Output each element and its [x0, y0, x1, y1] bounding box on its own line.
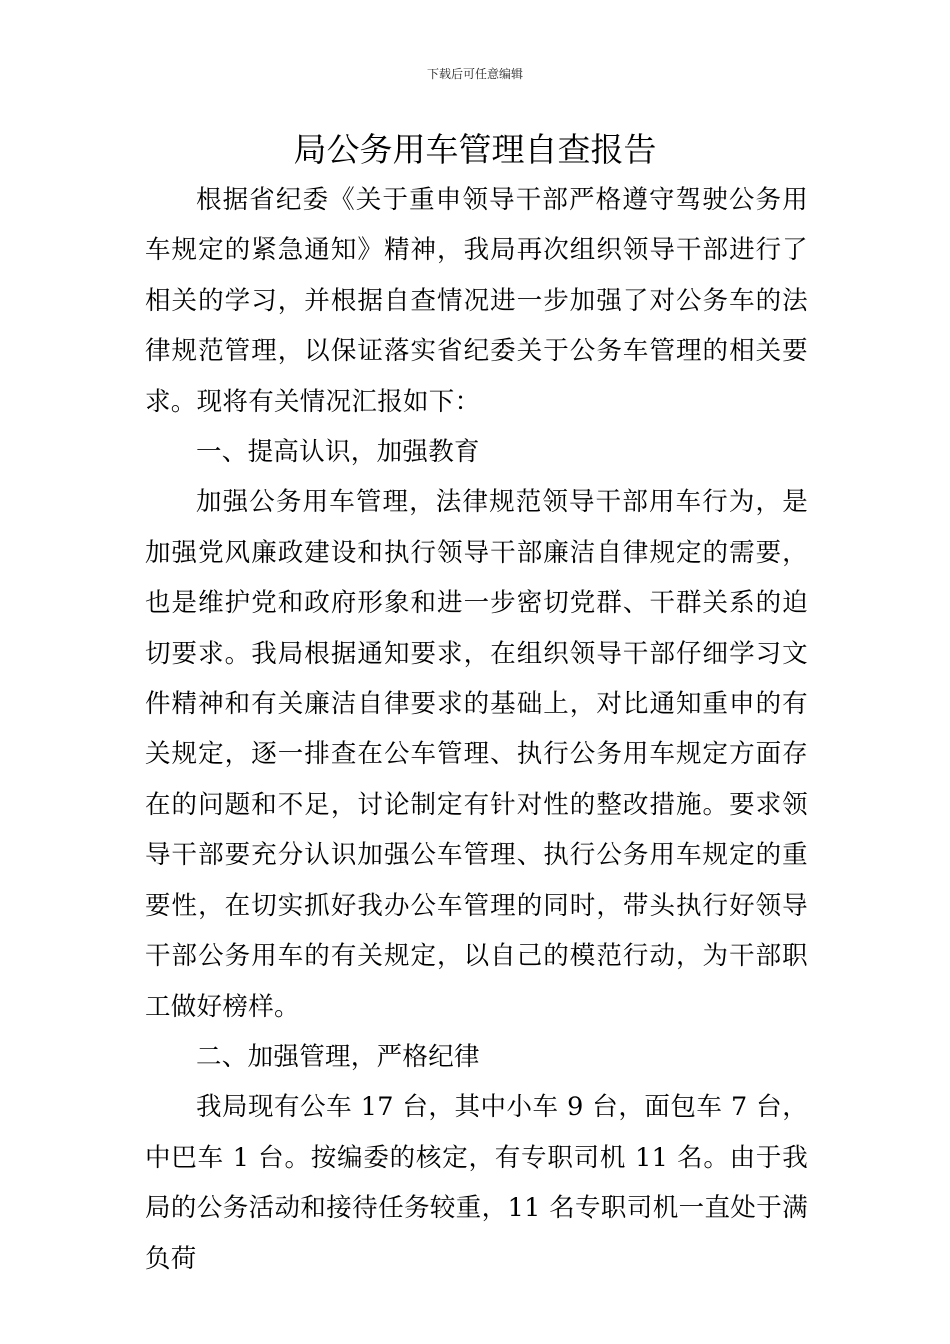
intro-paragraph: 根据省纪委《关于重申领导干部严格遵守驾驶公务用车规定的紧急通知》精神，我局再次组织领导干部进行了相关的学习，并根据自查情况进一步加强了对公务车的法律规范管理，以保证落实省纪委关于公务车管理的相关要求。现将有关情况汇报如下：: [145, 185, 808, 417]
document-title: 局公务用车管理自查报告: [293, 130, 657, 169]
section-1-paragraph: 加强公务用车管理，法律规范领导干部用车行为，是加强党风廉政建设和执行领导干部廉洁自律规定的需要，也是维护党和政府形象和进一步密切党群、干群关系的迫切要求。我局根据通知要求，在组织领导干部仔细学习文件精神和有关廉洁自律要求的基础上，对比通知重申的有关规定，逐一排查在公车管理、执行公务用车规定方面存在的问题和不足，讨论制定有针对性的整改措施。要求领导干部要充分认识加强公车管理、执行公务用车规定的重要性，在切实抓好我办公车管理的同时，带头执行好领导干部公务用车的有关规定，以自己的模范行动，为干部职工做好榜样。: [145, 487, 808, 1022]
document-body: [145, 175, 808, 1284]
section-2-paragraph: 我局现有公车 17 台，其中小车 9 台，面包车 7 台，中巴车 1 台。按编委的核定，有专职司机 11 名。由于我局的公务活动和接待任务较重，11 名专职司机一直处于满负荷: [145, 1092, 808, 1274]
section-2-heading: 二、加强管理，严格纪律: [196, 1041, 480, 1072]
header-note: 下载后可任意编辑: [426, 67, 523, 81]
section-1-heading: 一、提高认识，加强教育: [196, 437, 480, 468]
